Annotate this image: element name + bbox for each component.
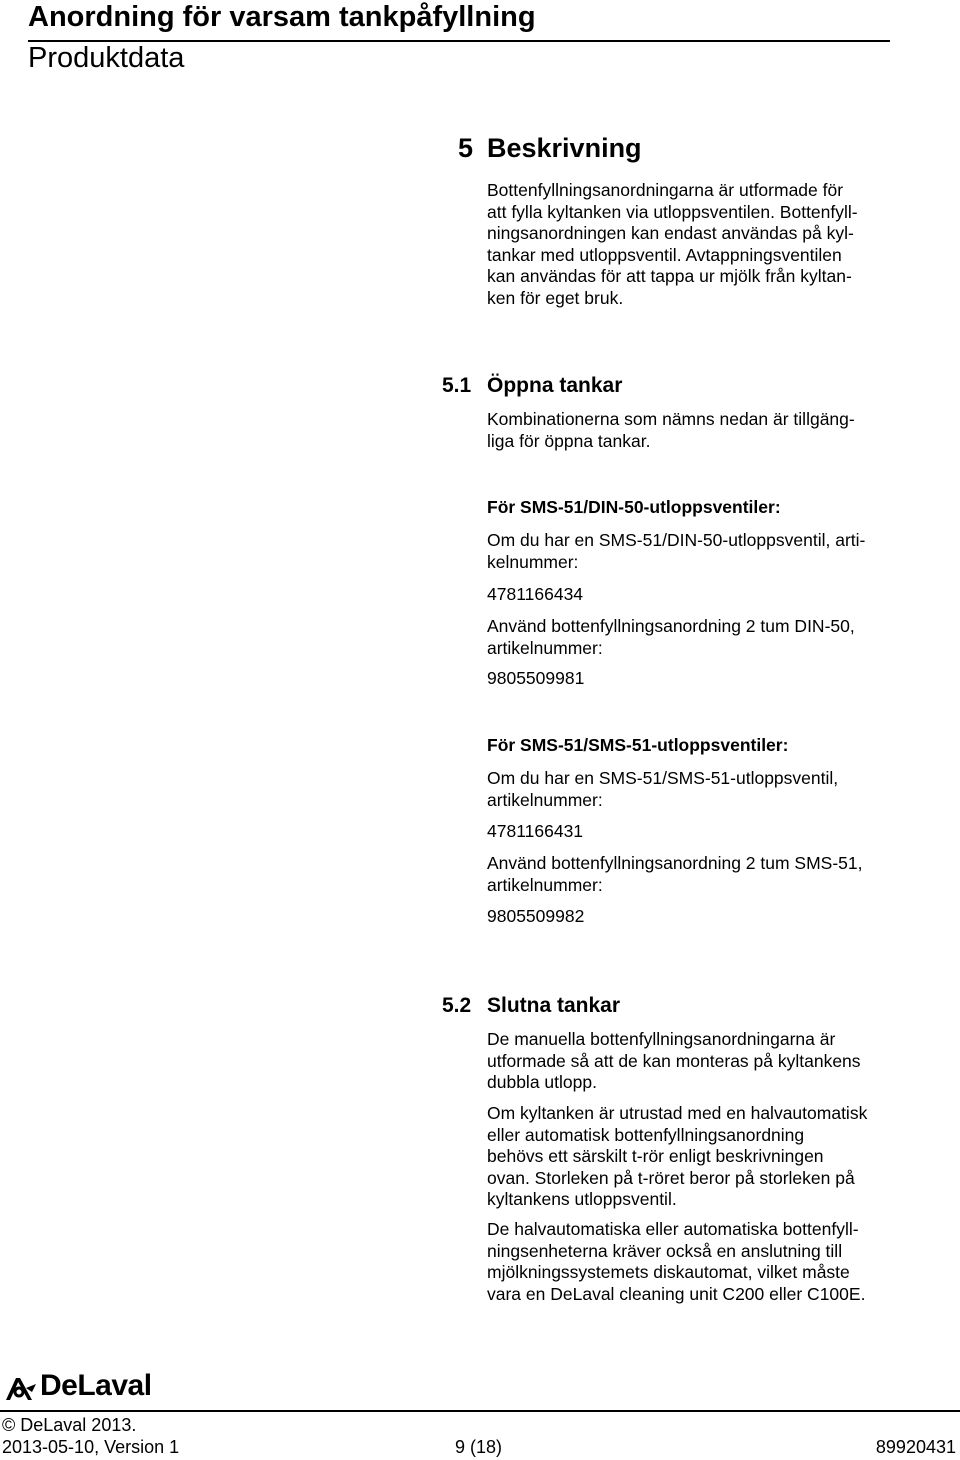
group-sms51-text2 bbox=[487, 853, 897, 896]
footer-document-number: 89920431 bbox=[875, 1437, 956, 1457]
text-line: dubbla utlopp. bbox=[487, 1072, 597, 1092]
group-din50-text1 bbox=[487, 530, 897, 573]
text-line: eller automatisk bottenfyllningsanordning bbox=[487, 1124, 805, 1145]
text-line: att fylla kyltanken via utloppsventilen. Bottenfyll- bbox=[487, 201, 858, 222]
delaval-logo-icon bbox=[2, 1372, 38, 1402]
text-line: liga för öppna tankar. bbox=[487, 430, 651, 451]
text-line: ningsenheterna kräver också en anslutning till bbox=[487, 1240, 843, 1261]
group-sms51-article-number-1: 4781166431 bbox=[487, 821, 584, 841]
section-5-intro bbox=[487, 180, 897, 309]
group-sms51-article-number-2: 9805509982 bbox=[487, 906, 585, 926]
text-line: Om du har en SMS-51/DIN-50-utloppsventil, arti- bbox=[487, 530, 866, 550]
text-line: ken för eget bruk. bbox=[487, 287, 624, 308]
text-line: ningsanordningen kan endast användas på kyl- bbox=[487, 223, 854, 243]
text-line: Bottenfyllningsanordningarna är utformade för bbox=[487, 180, 844, 200]
text-line: artikelnummer: bbox=[487, 789, 603, 810]
group-din50-text2 bbox=[487, 616, 897, 659]
text-line: kyltankens utloppsventil. bbox=[487, 1189, 677, 1209]
text-line: kelnummer: bbox=[487, 551, 579, 572]
section-5-1-number: 5.1 bbox=[442, 374, 472, 397]
footer-date-version: 2013-05-10, Version 1 bbox=[2, 1437, 180, 1457]
text-line: Använd bottenfyllningsanordning 2 tum DIN-50, bbox=[487, 616, 855, 636]
group-din50-article-number-2: 9805509981 bbox=[487, 668, 585, 688]
section-5-1-heading: Öppna tankar bbox=[487, 374, 623, 397]
section-5-2-heading: Slutna tankar bbox=[487, 994, 621, 1017]
text-line: utformade så att de kan monteras på kyltankens bbox=[487, 1050, 861, 1071]
section-5-2-paragraph-3 bbox=[487, 1219, 897, 1305]
text-line: Om du har en SMS-51/SMS-51-utloppsventil, bbox=[487, 768, 839, 788]
footer-copyright: © DeLaval 2013. bbox=[2, 1415, 137, 1435]
text-line: De manuella bottenfyllningsanordningarna är bbox=[487, 1029, 836, 1049]
footer-page-number: 9 (18) bbox=[455, 1437, 503, 1457]
text-line: mjölkningssystemets diskautomat, vilket måste bbox=[487, 1262, 850, 1282]
text-line: ovan. Storleken på t-röret beror på storleken på bbox=[487, 1167, 855, 1188]
text-line: artikelnummer: bbox=[487, 874, 603, 895]
brand-name: DeLaval bbox=[40, 1369, 152, 1402]
section-5-heading: Beskrivning bbox=[487, 133, 642, 163]
text-line: Om kyltanken är utrustad med en halvautomatisk bbox=[487, 1103, 868, 1123]
document-title: Anordning för varsam tankpåfyllning bbox=[28, 1, 536, 33]
section-5-2-paragraph-2 bbox=[487, 1103, 897, 1211]
section-5-2-number: 5.2 bbox=[442, 994, 472, 1017]
group-sms51-title: För SMS-51/SMS-51-utloppsventiler: bbox=[487, 735, 789, 755]
group-din50-title: För SMS-51/DIN-50-utloppsventiler: bbox=[487, 497, 781, 517]
text-line: vara en DeLaval cleaning unit C200 eller C100E. bbox=[487, 1283, 866, 1304]
group-din50-article-number-1: 4781166434 bbox=[487, 584, 584, 604]
text-line: kan användas för att tappa ur mjölk från kyltan- bbox=[487, 266, 852, 286]
footer-divider bbox=[0, 1410, 960, 1412]
group-sms51-text1 bbox=[487, 768, 897, 811]
section-5-number: 5 bbox=[458, 133, 474, 163]
text-line: tankar med utloppsventil. Avtappningsventilen bbox=[487, 244, 842, 265]
text-line: artikelnummer: bbox=[487, 637, 603, 658]
text-line: De halvautomatiska eller automatiska bottenfyll- bbox=[487, 1219, 859, 1239]
text-line: behövs ett särskilt t-rör enligt beskrivningen bbox=[487, 1146, 824, 1166]
document-subtitle: Produktdata bbox=[28, 42, 185, 74]
section-5-2-paragraph-1 bbox=[487, 1029, 897, 1094]
section-5-1-intro bbox=[487, 409, 897, 452]
text-line: Använd bottenfyllningsanordning 2 tum SMS-51, bbox=[487, 853, 863, 873]
text-line: Kombinationerna som nämns nedan är tillgäng- bbox=[487, 409, 855, 429]
